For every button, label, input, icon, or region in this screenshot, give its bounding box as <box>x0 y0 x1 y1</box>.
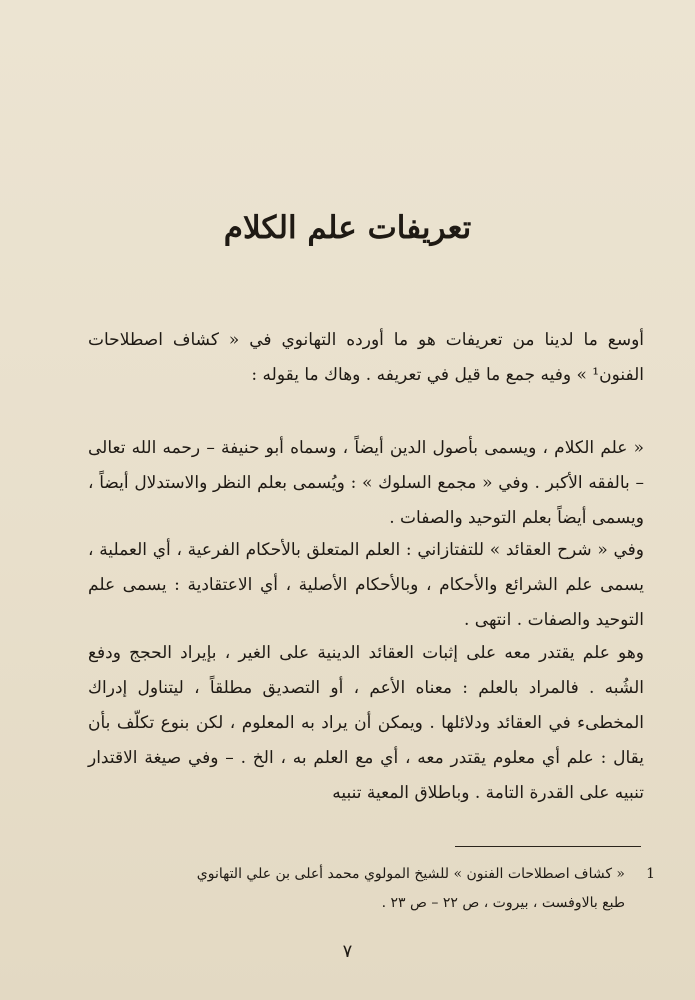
footnote-line-1: « كشاف اصطلاحات الفنون » للشيخ المولوي محمد أعلى بن علي التهانوي <box>196 866 625 882</box>
footnote <box>120 860 655 918</box>
paragraph-text: وفي « شرح العقائد » للتفتازاني : العلم المتعلق بالأحكام الفرعية ، أي العملية ، يسمى علم الشرائع والأحكام ، وبالأحكام الأصلية ، أي الاعتقادية : يسمى علم التوحيد والصفات . انتهى . <box>88 540 644 630</box>
footnote-line-2: طبع بالاوفست ، بيروت ، ص ٢٢ – ص ٢٣ . <box>381 895 625 911</box>
paragraph-definition-quote <box>88 431 644 536</box>
paragraph-text: أوسع ما لدينا من تعريفات هو ما أورده التهانوي في « كشاف اصطلاحات الفنون¹ » وفيه جمع ما قيل في تعريفه . وهاك ما يقوله : <box>88 330 644 385</box>
paragraph-intro <box>88 323 644 393</box>
paragraph-sharh-al-aqaid <box>88 533 644 638</box>
footnote-number: 1 <box>646 866 655 882</box>
footnote-divider <box>455 846 641 847</box>
page-number: ٧ <box>342 941 353 962</box>
paragraph-text: « علم الكلام ، ويسمى بأصول الدين أيضاً ، وسماه أبو حنيفة – رحمه الله تعالى – بالفقه الأكبر . وفي « مجمع السلوك » : ويُسمى بعلم النظر والاستدلال أيضاً ، ويسمى أيضاً بعلم التوحيد والصفات . <box>88 438 644 528</box>
paragraph-explanation <box>88 636 644 811</box>
paragraph-text: وهو علم يقتدر معه على إثبات العقائد الدينية على الغير ، بإيراد الحجج ودفع الشُبه . فالمراد بالعلم : معناه الأعم ، أو التصديق مطلقاً ، ليتناول إدراك المخطىء في العقائد ودلائلها . ويمكن أن يراد به المعلوم ، لكن بنوع تكلّف بأن يقال : علم أي معلوم يقتدر معه ، أي مع العلم به ، الخ . – وفي صيغة الاقتدار تنبيه على القدرة التامة . وباطلاق المعية تنبيه <box>88 643 644 803</box>
page-title: تعريفات علم الكلام <box>223 210 472 246</box>
